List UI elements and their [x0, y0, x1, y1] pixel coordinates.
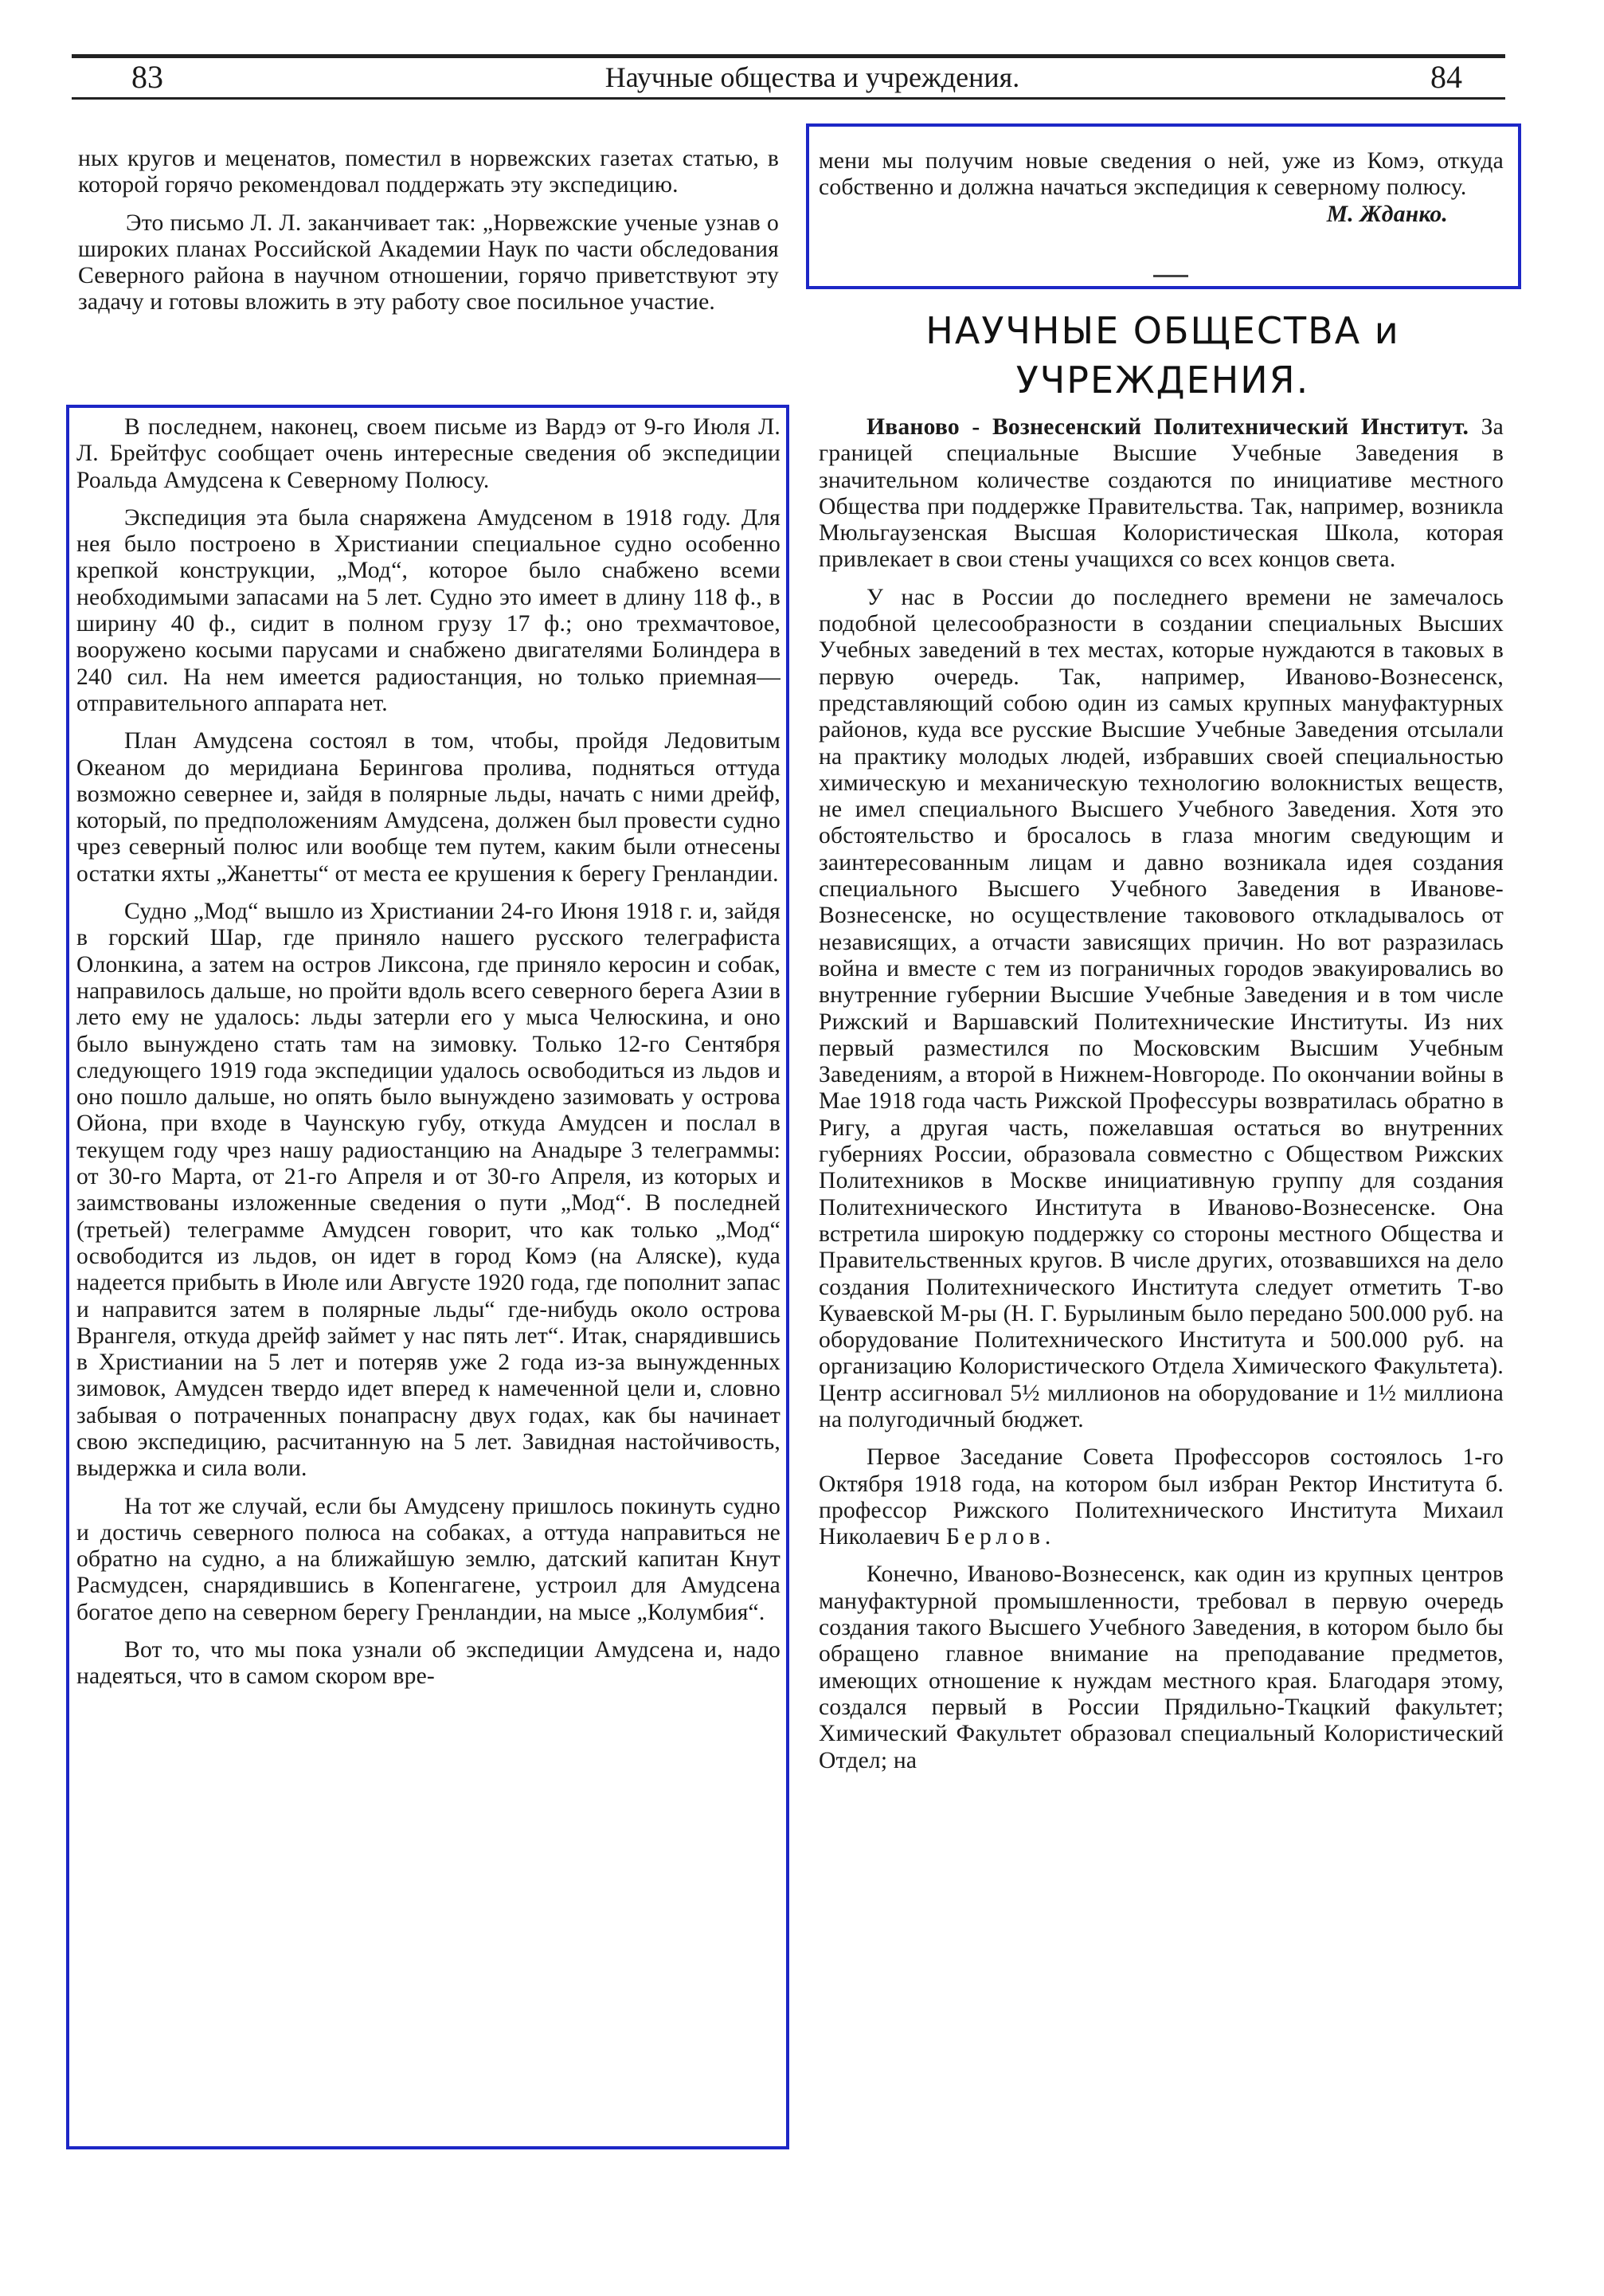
section-heading: НАУЧНЫЕ ОБЩЕСТВА и УЧРЕЖДЕНИЯ. — [925, 309, 1400, 402]
author-signature: М. Жданко. — [1326, 201, 1448, 227]
paragraph: мени мы получим новые сведения о ней, уже из Комэ, откуда собственно и должна начаться экспедиция к северному полюсу. — [819, 148, 1504, 201]
paragraph: В последнем, наконец, своем письме из Вардэ от 9-го Июля Л. Л. Брейтфус сообщает очень интересные сведения об экспедиции Роальда Амудсена к Северному Полюсу. — [76, 414, 780, 493]
paragraph: Экспедиция эта была снаряжена Амудсеном в 1918 году. Для нея было построено в Христиании специальное судно особенно крепкой конструкции, „Мод“, которое было снабжено всеми необходимыми запасами на 5 лет. Судно это имеет в длину 118 ф., в ширину 40 ф., сидит в полном грузу 17 ф.; оно трехмачтовое, вооружено косыми парусами и снабжено двигателями Болиндера в 240 сил. На нем имеется радиостанция, но только приемная—отправительного аппарата нет. — [76, 504, 780, 716]
right-column-text — [819, 414, 1504, 1774]
paragraph-text: Первое Заседание Совета Профессоров состоялось 1-го Октября 1918 года, на котором был избран Ректор Института б. профессор Рижского Политехнического Института Михаил Николаевич — [819, 1444, 1504, 1550]
left-column-top — [78, 146, 779, 316]
paragraph: Это письмо Л. Л. заканчивает так: „Норвежские ученые узнав о широких планах Российской Академии Наук по части обследования Северного района в научном отношении, горячо приветствуют эту задачу и готовы вложить в эту работу свое посильное участие. — [78, 210, 779, 315]
paragraph-text: За границей специальные Высшие Учебные Заведения в значительном количестве создаются по инициативе местного Общества при поддержке Правительства. Так, например, возникла Мюльгаузенская Высшая Колористическая Школа, которая привлекает в свои стены учащихся со всех концов света. — [819, 414, 1504, 573]
page-number-right: 84 — [1430, 59, 1462, 95]
separator-dash — [1153, 275, 1188, 277]
running-title: Научные общества и учреждения. — [604, 61, 1020, 93]
page-number-left: 83 — [131, 59, 163, 95]
right-column-boxed-text — [819, 148, 1504, 228]
institute-name: Иваново - Вознесенский Политехнический Институт. — [867, 414, 1469, 440]
left-column-boxed-text — [76, 414, 780, 1691]
paragraph: У нас в России до последнего времени не замечалось подобной целесообразности в создании специальных Высших Учебных заведений в тех местах, которые нуждаются в таковых в первую очередь. Так, например, Иваново-Вознесенск, представляющий собою один из самых крупных мануфактурных районов, куда все русские Высшие Учебные Заведения отсылали на практику молодых людей, избравших своей специальностью химическую и механическую технологию волокнистых веществ, не имел специального Высшего Учебного Заведения. Хотя это обстоятельство и бросалось в глаза многим сведующим и заинтересованным лицам и давно возникала идея создания специального Высшего Учебного Заведения в Иванове-Вознесенске, но осуществление таковового откладывалось от независящих, а отчасти зависящих причин. Но вот разразилась война и вместе с тем из пограничных городов эвакуировались во внутренние губернии Высшие Учебные Заведения и в том числе Рижский и Варшавский Политехнические Институты. Из них первый разместился по Московским Высшим Учебным Заведениям, а второй в Нижнем-Новгороде. По окончании войны в Мае 1918 года часть Рижской Профессуры возвратилась обратно в Ригу, а другая часть, пожелавшая остаться во внутренних губерниях России, образовала совместно с Обществом Рижских Политехников в Москве инициативную группу для создания Политехнического Института в Иваново-Вознесенске. Она встретила широкую поддержку со стороны местного Общества и Правительственных кругов. В числе других, отозвавшихся на дело создания Политехнического Института следует отметить Т-во Куваевской М-ры (Н. Г. Бурылиным было передано 500.000 руб. на оборудование Политехнического Института и 500.000 руб. на организацию Колористического Отдела Химического Факультета). Центр ассигновал 5½ миллионов на оборудование и 1½ миллиона на полугодичный бюджет. — [819, 584, 1504, 1432]
rector-name: Берлов. — [945, 1524, 1056, 1550]
paragraph: Вот то, что мы пока узнали об экспедиции Амудсена и, надо надеяться, что в самом скором вре- — [76, 1637, 780, 1690]
paragraph: Конечно, Иваново-Вознесенск, как один из крупных центров мануфактурной промышленности, требовал в первую очередь создания такого Высшего Учебного Заведения, в котором было бы обращено главное внимание на преподавание предметов, имеющих отношение к нуждам местного края. Благодаря этому, создался первый в России Прядильно-Ткацкий факультет; Химический Факультет образовал специальный Колористический Отдел; на — [819, 1561, 1504, 1773]
paragraph: ных кругов и меценатов, поместил в норвежских газетах статью, в которой горячо рекомендовал поддержать эту экспедицию. — [78, 146, 779, 198]
header-rule-bottom — [72, 97, 1505, 100]
paragraph: Судно „Мод“ вышло из Христиании 24-го Июня 1918 г. и, зайдя в горский Шар, где приняло нашего русского телеграфиста Олонкина, а затем на остров Ликсона, где приняло керосин и собак, направилось дальше, но пройти вдоль всего северного берега Азии в лето ему не удалось: льды затерли его у мыса Челюскина, и оно было вынуждено стать там на зимовку. Только 12-го Сентября следующего 1919 года экспедиции удалось освободиться из льдов и оно пошло дальше, но опять было вынуждено зазимовать у острова Ойона, при входе в Чаунскую губу, откуда Амудсен и послал в текущем году чрез нашу радиостанцию на Анадыре 3 телеграммы: от 30-го Марта, от 21-го Апреля и от 30-го Апреля, из которых и заимствованы изложенные сведения о пути „Мод“. В последней (третьей) телеграмме Амудсен говорит, что как только „Мод“ освободится из льдов, он идет в город Комэ (на Аляске), куда надеется прибыть в Июле или Августе 1920 года, где пополнит запас и направится затем в полярные льды“ где-нибудь около острова Врангеля, откуда дрейф займет у нас пять лет“. Итак, снарядившись в Христиании на 5 лет и потеряв уже 2 года из-за вынужденных зимовок, Амудсен твердо идет вперед к намеченной цели и, словно забывая о потраченных понапрасну двух годах, как бы начинает свою экспедицию, расчитанную на 5 лет. Завидная настойчивость, выдержка и сила воли. — [76, 899, 780, 1482]
paragraph: План Амудсена состоял в том, чтобы, пройдя Ледовитым Океаном до меридиана Берингова пролива, подняться оттуда возможно севернее и, зайдя в полярные льды, начать с ними дрейф, который, по предположениям Амудсена, должен был провести судно чрез северный полюс или вообще тем путем, каким были отнесены остатки яхты „Жанетты“ от места ее крушения к берегу Гренландии. — [76, 728, 780, 887]
paragraph: На тот же случай, если бы Амудсену пришлось покинуть судно и достичь северного полюса на собаках, а оттуда направиться не обратно на судно, а на ближайшую землю, датский капитан Кнут Расмудсен, снарядившись в Копенгагене, устроил для Амудсена богатое депо на северном берегу Гренландии, на мысе „Колумбия“. — [76, 1493, 780, 1625]
